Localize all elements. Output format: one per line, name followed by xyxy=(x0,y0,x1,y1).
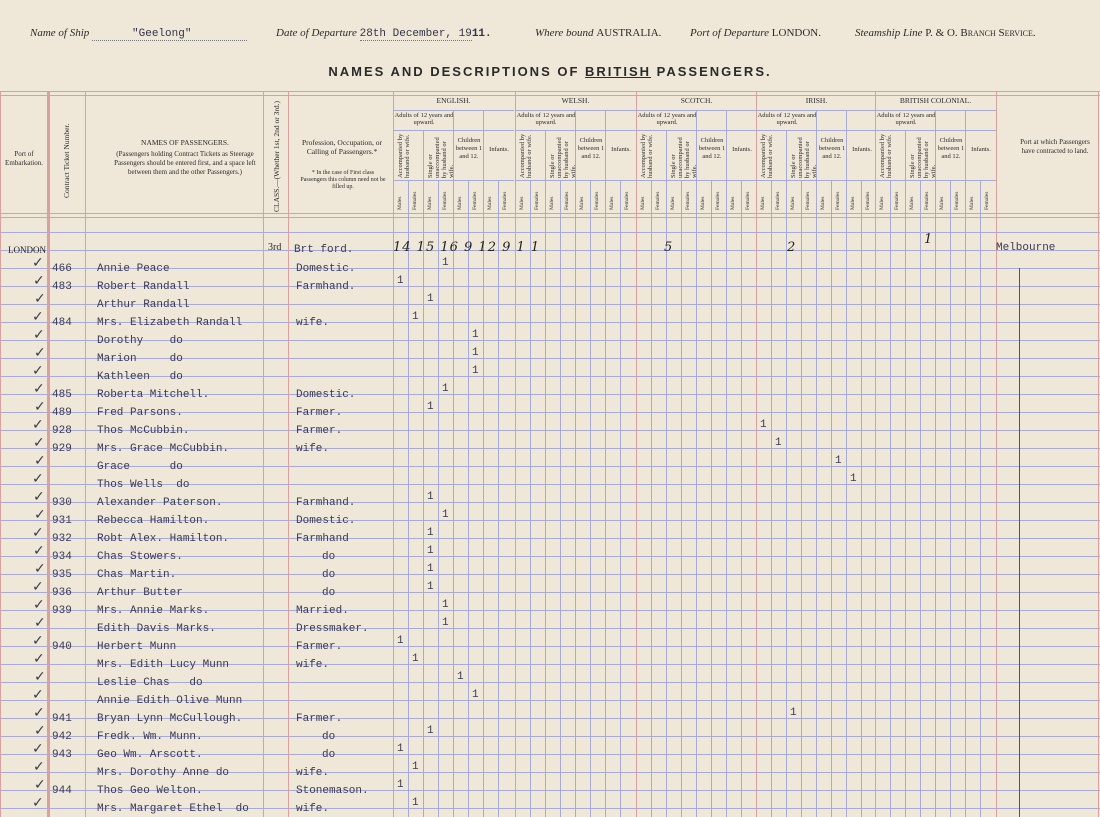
passenger-name: Leslie Chas do xyxy=(97,677,203,689)
passenger-name: Mrs. Dorothy Anne do xyxy=(97,767,230,779)
adults-header: Adults of 12 years and upward. xyxy=(516,112,576,126)
count-mark: 1 xyxy=(775,437,782,449)
males-header: Males xyxy=(670,196,676,210)
count-mark: 1 xyxy=(427,401,434,413)
females-header: Females xyxy=(775,191,781,210)
females-header: Females xyxy=(412,191,418,210)
males-header: Males xyxy=(939,196,945,210)
passenger-name: Mrs. Edith Lucy Munn xyxy=(97,659,230,671)
ticket-number: 941 xyxy=(52,713,72,725)
females-header: Females xyxy=(655,191,661,210)
check-mark: ✓ xyxy=(33,273,45,289)
single-header: Single or unaccompanied by husband or wife. xyxy=(909,137,937,178)
passenger-occupation: Farmer. xyxy=(296,407,343,419)
col-names-title: NAMES OF PASSENGERS. xyxy=(141,138,229,147)
accompanied-header: Accompanied by husband or wife. xyxy=(519,133,533,178)
females-header: Females xyxy=(835,191,841,210)
count-mark: 1 xyxy=(472,347,479,359)
count-mark: 1 xyxy=(412,653,419,665)
ticket-number: 929 xyxy=(52,443,72,455)
check-mark: ✓ xyxy=(32,741,44,757)
check-mark: ✓ xyxy=(33,651,45,667)
passenger-occupation: Farmhand xyxy=(296,533,349,545)
males-header: Males xyxy=(879,196,885,210)
count-mark: 1 xyxy=(427,563,434,575)
summary-port: LONDON xyxy=(8,245,46,255)
page-title: NAMES AND DESCRIPTIONS OF BRITISH PASSENGERS. xyxy=(328,64,772,79)
children-header: Children between 1 and 12. xyxy=(937,137,965,160)
check-mark: ✓ xyxy=(34,615,46,631)
passenger-name: Fred Parsons. xyxy=(97,407,183,419)
check-mark: ✓ xyxy=(33,705,45,721)
steamship-line-field: Steamship Line P. & O. Branch Service. xyxy=(855,27,1036,39)
passenger-name: Edith Davis Marks. xyxy=(97,623,216,635)
accompanied-header: Accompanied by husband or wife. xyxy=(879,133,893,178)
passenger-occupation: Farmer. xyxy=(296,425,343,437)
passenger-name: Thos Geo Welton. xyxy=(97,785,203,797)
passenger-name: Chas Martin. xyxy=(97,569,177,581)
passenger-occupation: Domestic. xyxy=(296,515,356,527)
ticket-number: 940 xyxy=(52,641,72,653)
females-header: Females xyxy=(564,191,570,210)
ticket-number: 484 xyxy=(52,317,72,329)
ticket-number: 942 xyxy=(52,731,72,743)
children-header: Children between 1 and 12. xyxy=(577,137,605,160)
females-header: Females xyxy=(984,191,990,210)
check-mark: ✓ xyxy=(34,723,46,739)
destination-field: Where bound AUSTRALIA. xyxy=(535,27,662,39)
passenger-name: Mrs. Elizabeth Randall xyxy=(97,317,243,329)
passenger-occupation: wife. xyxy=(296,659,330,671)
check-mark: ✓ xyxy=(34,291,46,307)
ticket-number: 944 xyxy=(52,785,72,797)
single-header: Single or unaccompanied by husband or wife. xyxy=(427,137,455,178)
summary-colonial-tally: 1 xyxy=(924,232,933,247)
males-header: Males xyxy=(640,196,646,210)
single-header: Single or unaccompanied by husband or wife. xyxy=(670,137,698,178)
passenger-name: Robt Alex. Hamilton. xyxy=(97,533,230,545)
ticket-number: 932 xyxy=(52,533,72,545)
passenger-name: Geo Wm. Arscott. xyxy=(97,749,203,761)
summary-profession: Brt ford. xyxy=(294,244,354,256)
passenger-name: Mrs. Annie Marks. xyxy=(97,605,210,617)
infants-header: Infants. xyxy=(489,146,509,153)
check-mark: ✓ xyxy=(34,507,46,523)
check-mark: ✓ xyxy=(32,525,44,541)
ticket-number: 489 xyxy=(52,407,72,419)
check-mark: ✓ xyxy=(32,633,44,649)
adults-header: Adults of 12 years and upward. xyxy=(394,112,454,126)
single-header: Single or unaccompanied by husband or wife. xyxy=(549,137,577,178)
passenger-name: Herbert Munn xyxy=(97,641,177,653)
passenger-occupation: wife. xyxy=(296,803,330,815)
males-header: Males xyxy=(579,196,585,210)
accompanied-header: Accompanied by husband or wife. xyxy=(397,133,411,178)
check-mark: ✓ xyxy=(32,417,44,433)
passenger-name: Annie Edith Olive Munn xyxy=(97,695,243,707)
count-mark: 1 xyxy=(412,761,419,773)
passenger-occupation: do xyxy=(322,731,336,743)
females-header: Females xyxy=(865,191,871,210)
accompanied-header: Accompanied by husband or wife. xyxy=(760,133,774,178)
passenger-occupation: do xyxy=(322,749,336,761)
summary-class: 3rd xyxy=(268,242,282,253)
count-mark: 1 xyxy=(760,419,767,431)
count-mark: 1 xyxy=(397,275,404,287)
check-mark: ✓ xyxy=(32,687,44,703)
departure-date-value: 28th December, 19 xyxy=(359,28,472,40)
females-header: Females xyxy=(442,191,448,210)
check-mark: ✓ xyxy=(32,309,44,325)
passenger-occupation: wife. xyxy=(296,317,330,329)
passenger-occupation: Stonemason. xyxy=(296,785,369,797)
children-header: Children between 1 and 12. xyxy=(698,137,726,160)
passenger-name: Alexander Paterson. xyxy=(97,497,223,509)
passenger-name: Kathleen do xyxy=(97,371,183,383)
col-class: CLASS.—(Whether 1st, 2nd or 3rd.) xyxy=(272,100,281,212)
males-header: Males xyxy=(397,196,403,210)
passenger-occupation: Dressmaker. xyxy=(296,623,369,635)
check-mark: ✓ xyxy=(32,363,44,379)
females-header: Females xyxy=(624,191,630,210)
count-mark: 1 xyxy=(427,725,434,737)
males-header: Males xyxy=(909,196,915,210)
passenger-occupation: Farmer. xyxy=(296,713,343,725)
check-mark: ✓ xyxy=(34,669,46,685)
col-names-note: (Passengers holding Contract Tickets as Steerage Passengers should be entered first, and a space left between them and the other Passengers.) xyxy=(114,150,256,176)
nationality-3: IRISH. xyxy=(805,96,828,105)
count-mark: 1 xyxy=(472,329,479,341)
males-header: Males xyxy=(700,196,706,210)
check-mark: ✓ xyxy=(34,453,46,469)
ticket-number: 466 xyxy=(52,263,72,275)
passenger-occupation: Married. xyxy=(296,605,349,617)
passenger-occupation: wife. xyxy=(296,767,330,779)
passenger-occupation: wife. xyxy=(296,443,330,455)
adults-header: Adults of 12 years and upward. xyxy=(757,112,817,126)
males-header: Males xyxy=(609,196,615,210)
nationality-2: SCOTCH. xyxy=(680,96,713,105)
count-mark: 1 xyxy=(835,455,842,467)
females-header: Females xyxy=(715,191,721,210)
ticket-number: 928 xyxy=(52,425,72,437)
summary-counts: 14 15 16 9 12 9 1 1 xyxy=(393,240,541,255)
females-header: Females xyxy=(924,191,930,210)
passenger-name: Chas Stowers. xyxy=(97,551,183,563)
count-mark: 1 xyxy=(427,527,434,539)
count-mark: 1 xyxy=(412,311,419,323)
ticket-number: 485 xyxy=(52,389,72,401)
check-mark: ✓ xyxy=(33,597,45,613)
passenger-occupation: Domestic. xyxy=(296,389,356,401)
accompanied-header: Accompanied by husband or wife. xyxy=(640,133,654,178)
count-mark: 1 xyxy=(442,599,449,611)
count-mark: 1 xyxy=(397,779,404,791)
ticket-number: 943 xyxy=(52,749,72,761)
col-profession-note: * In the case of First class Passengers this column need not be filled up. xyxy=(300,170,386,190)
check-mark: ✓ xyxy=(34,399,46,415)
males-header: Males xyxy=(790,196,796,210)
count-mark: 1 xyxy=(850,473,857,485)
check-mark: ✓ xyxy=(32,471,44,487)
males-header: Males xyxy=(457,196,463,210)
males-header: Males xyxy=(549,196,555,210)
check-mark: ✓ xyxy=(32,795,44,811)
count-mark: 1 xyxy=(427,581,434,593)
count-mark: 1 xyxy=(397,743,404,755)
children-header: Children between 1 and 12. xyxy=(818,137,846,160)
passenger-occupation: do xyxy=(322,587,336,599)
passenger-name: Robert Randall xyxy=(97,281,190,293)
females-header: Females xyxy=(534,191,540,210)
passenger-name: Arthur Randall xyxy=(97,299,190,311)
check-mark: ✓ xyxy=(34,561,46,577)
males-header: Males xyxy=(487,196,493,210)
departure-date-field: Date of Departure 28th December, 1911. xyxy=(276,27,492,40)
check-mark: ✓ xyxy=(33,327,45,343)
col-port-embarkation: Port of Embarkation. xyxy=(5,150,43,167)
nationality-4: BRITISH COLONIAL. xyxy=(899,96,972,105)
count-mark: 1 xyxy=(442,509,449,521)
males-header: Males xyxy=(760,196,766,210)
count-mark: 1 xyxy=(442,617,449,629)
summary-destination: Melbourne xyxy=(996,242,1056,254)
count-mark: 1 xyxy=(427,293,434,305)
passenger-name: Rebecca Hamilton. xyxy=(97,515,210,527)
check-mark: ✓ xyxy=(32,579,44,595)
passenger-name: Arthur Butter xyxy=(97,587,183,599)
single-header: Single or unaccompanied by husband or wife. xyxy=(790,137,818,178)
ticket-number: 930 xyxy=(52,497,72,509)
passenger-occupation: Farmhand. xyxy=(296,497,356,509)
females-header: Females xyxy=(745,191,751,210)
col-contract-ticket: Contract Ticket Number. xyxy=(62,123,71,198)
check-mark: ✓ xyxy=(32,255,44,271)
count-mark: 1 xyxy=(427,545,434,557)
count-mark: 1 xyxy=(442,257,449,269)
col-profession: Profession, Occupation, or Calling of Passengers.* xyxy=(302,138,382,156)
port-departure-value: LONDON. xyxy=(771,27,821,39)
adults-header: Adults of 12 years and upward. xyxy=(876,112,936,126)
check-mark: ✓ xyxy=(33,759,45,775)
ticket-number: 483 xyxy=(52,281,72,293)
count-mark: 1 xyxy=(442,383,449,395)
count-mark: 1 xyxy=(412,797,419,809)
infants-header: Infants. xyxy=(611,146,631,153)
count-mark: 1 xyxy=(472,365,479,377)
check-mark: ✓ xyxy=(33,543,45,559)
infants-header: Infants. xyxy=(732,146,752,153)
females-header: Females xyxy=(685,191,691,210)
passenger-occupation: Domestic. xyxy=(296,263,356,275)
females-header: Females xyxy=(502,191,508,210)
passenger-name: Roberta Mitchell. xyxy=(97,389,210,401)
passenger-name: Grace do xyxy=(97,461,183,473)
ship-name-field: Name of Ship "Geelong" xyxy=(30,27,247,41)
adults-header: Adults of 12 years and upward. xyxy=(637,112,697,126)
females-header: Females xyxy=(594,191,600,210)
check-mark: ✓ xyxy=(33,489,45,505)
check-mark: ✓ xyxy=(34,777,46,793)
check-mark: ✓ xyxy=(34,345,46,361)
passenger-name: Thos Wells do xyxy=(97,479,190,491)
ticket-number: 939 xyxy=(52,605,72,617)
count-mark: 1 xyxy=(427,491,434,503)
females-header: Females xyxy=(954,191,960,210)
ticket-number: 934 xyxy=(52,551,72,563)
destination-value: AUSTRALIA. xyxy=(596,27,662,39)
passenger-name: Bryan Lynn McCullough. xyxy=(97,713,243,725)
steamship-line-value: P. & O. Branch Service. xyxy=(925,27,1036,39)
passenger-name: Marion do xyxy=(97,353,183,365)
infants-header: Infants. xyxy=(971,146,991,153)
nationality-0: ENGLISH. xyxy=(436,96,471,105)
destination-ditto-line xyxy=(1019,268,1020,817)
ticket-number: 935 xyxy=(52,569,72,581)
col-port-landing: Port at which Passengers have contracted to land. xyxy=(1020,138,1090,155)
port-departure-field: Port of Departure LONDON. xyxy=(690,27,821,39)
males-header: Males xyxy=(730,196,736,210)
passenger-name: Mrs. Margaret Ethel do xyxy=(97,803,249,815)
passenger-occupation: do xyxy=(322,569,336,581)
summary-irish-tally: 2 xyxy=(787,240,796,255)
count-mark: 1 xyxy=(472,689,479,701)
females-header: Females xyxy=(894,191,900,210)
passenger-occupation: Farmhand. xyxy=(296,281,356,293)
nationality-1: WELSH. xyxy=(561,96,590,105)
passenger-name: Mrs. Grace McCubbin. xyxy=(97,443,230,455)
males-header: Males xyxy=(820,196,826,210)
count-mark: 1 xyxy=(397,635,404,647)
passenger-name: Dorothy do xyxy=(97,335,183,347)
ticket-number: 931 xyxy=(52,515,72,527)
count-mark: 1 xyxy=(790,707,797,719)
check-mark: ✓ xyxy=(33,435,45,451)
females-header: Females xyxy=(472,191,478,210)
check-mark: ✓ xyxy=(33,381,45,397)
ship-name-value: "Geelong" xyxy=(92,28,247,41)
males-header: Males xyxy=(427,196,433,210)
passenger-occupation: do xyxy=(322,551,336,563)
passenger-name: Annie Peace xyxy=(97,263,170,275)
males-header: Males xyxy=(850,196,856,210)
count-mark: 1 xyxy=(457,671,464,683)
passenger-name: Thos McCubbin. xyxy=(97,425,190,437)
children-header: Children between 1 and 12. xyxy=(455,137,483,160)
summary-scotch-tally: 5 xyxy=(664,240,673,255)
females-header: Females xyxy=(805,191,811,210)
passenger-name: Fredk. Wm. Munn. xyxy=(97,731,203,743)
passenger-occupation: Farmer. xyxy=(296,641,343,653)
males-header: Males xyxy=(969,196,975,210)
infants-header: Infants. xyxy=(852,146,872,153)
ticket-number: 936 xyxy=(52,587,72,599)
males-header: Males xyxy=(519,196,525,210)
